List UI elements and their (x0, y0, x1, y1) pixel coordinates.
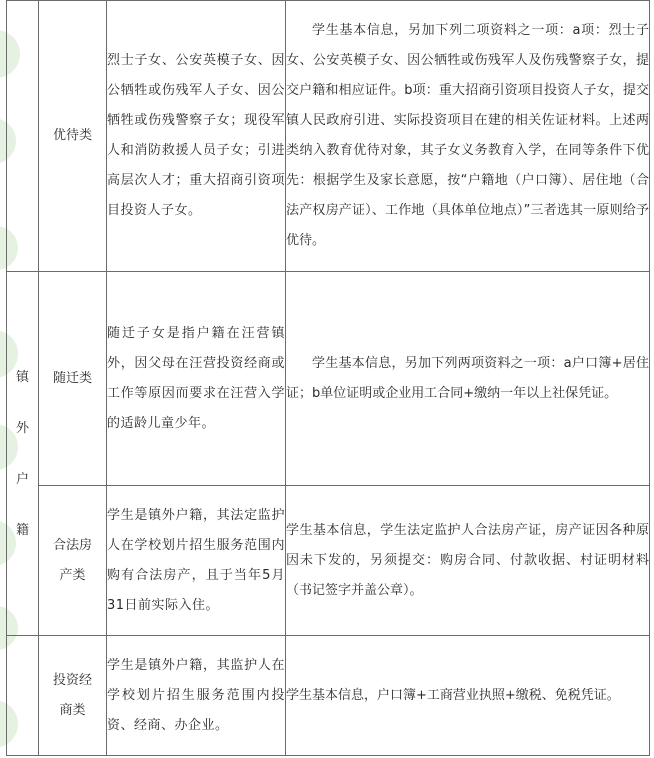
category-cell: 投资经商类 (39, 636, 107, 756)
category-cell: 合法房产类 (39, 486, 107, 636)
group-label-char: 镇 (15, 369, 29, 385)
table-row (7, 1, 650, 272)
group-label-char: 户 (15, 471, 29, 487)
table-row (7, 636, 650, 756)
enrollment-table (6, 0, 650, 756)
group-cell-empty (7, 636, 39, 756)
table-row (7, 486, 650, 636)
requirement-cell: 学生基本信息，另加下列两项资料之一项：a户口簿+居住证；b单位证明或企业用工合同+缴纳一年以上社保凭证。 (286, 272, 650, 486)
condition-cell: 学生是镇外户籍，其法定监护人在学校划片招生服务范围内购有合法房产，且于当年5月31日前实际入住。 (107, 486, 286, 636)
group-label-char: 籍 (15, 522, 29, 538)
group-label-cell (7, 272, 39, 636)
condition-cell: 随迁子女是指户籍在汪营镇外，因父母在汪营投资经商或工作等原因而要求在汪营入学的适龄儿童少年。 (107, 272, 286, 486)
group-cell-empty (7, 1, 39, 272)
category-cell: 优待类 (39, 1, 107, 272)
condition-cell: 学生是镇外户籍，其监护人在学校划片招生服务范围内投资、经商、办企业。 (107, 636, 286, 756)
group-label-char: 外 (15, 420, 29, 436)
condition-cell: 烈士子女、公安英模子女、因公牺牲或伤残军人子女、因公牺牲或伤残警察子女；现役军人和消防救援人员子女；引进高层次人才；重大招商引资项目投资人子女。 (107, 1, 286, 272)
category-cell: 随迁类 (39, 272, 107, 486)
requirement-cell: 学生基本信息，户口簿+工商营业执照+缴税、免税凭证。 (286, 636, 650, 756)
requirement-cell: 学生基本信息，另加下列二项资料之一项：a项：烈士子女、公安英模子女、因公牺牲或伤残军人及伤残警察子女，提交户籍和相应证件。b项：重大招商引资项目投资人子女，提交镇人民政府引进、实际投资项目在建的相关佐证材料。上述两类纳入教育优待对象，其子女义务教育入学，在同等条件下优先：根据学生及家长意愿，按“户籍地（户口簿）、居住地（合法产权房产证）、工作地（具体单位地点）”三者选其一原则给予优待。 (286, 1, 650, 272)
requirement-cell: 学生基本信息，学生法定监护人合法房产证，房产证因各种原因未下发的，另须提交：购房合同、付款收据、村证明材料（书记签字并盖公章）。 (286, 486, 650, 636)
table-row (7, 272, 650, 486)
